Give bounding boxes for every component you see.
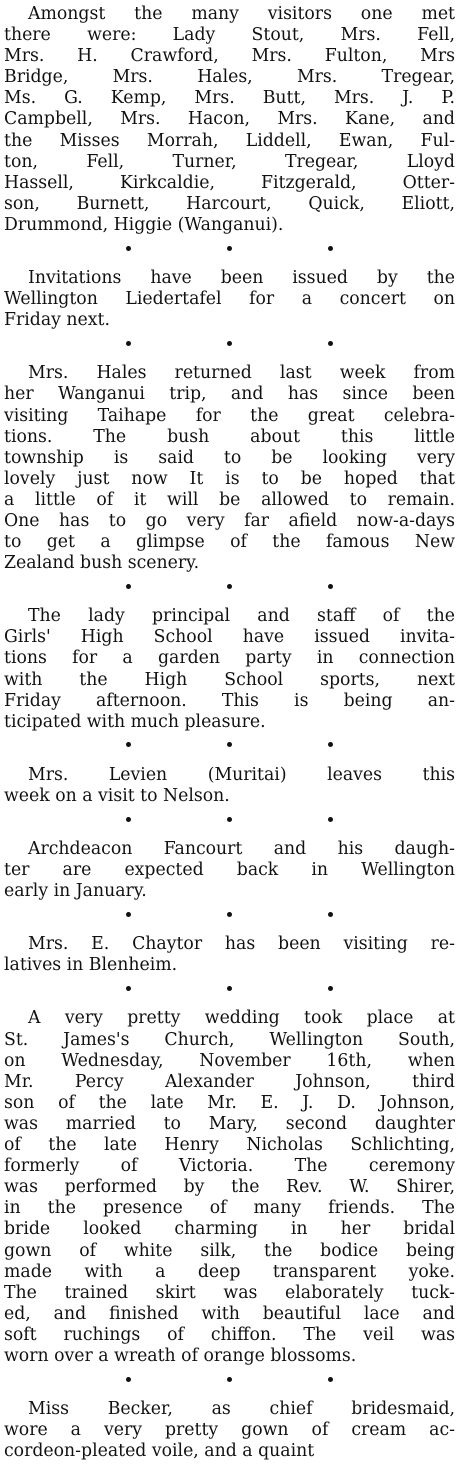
- asterisk-dot-icon: [227, 817, 232, 822]
- text-line: bride looked charming in her bridal: [4, 1219, 455, 1240]
- text-line: Mrs. Levien (Muritai) leaves this: [28, 764, 455, 785]
- text-line: in the presence of many friends. The: [4, 1198, 455, 1219]
- text-line: with the High School sports, next: [4, 669, 455, 690]
- text-line: ter are expected back in Wellington: [4, 860, 455, 881]
- text-line: there were: Lady Stout, Mrs. Fell,: [4, 25, 455, 46]
- section-divider: [4, 809, 455, 829]
- text-line: The lady principal and staff of the: [28, 606, 455, 627]
- text-line: of the late Henry Nicholas Schlichting,: [4, 1135, 455, 1156]
- text-line: formerly of Victoria. The ceremony: [4, 1156, 455, 1177]
- asterisk-dot-icon: [126, 584, 131, 589]
- text-line: Friday next.: [4, 310, 110, 331]
- text-line: tions for a garden party in connection: [4, 648, 455, 669]
- paragraph: [4, 363, 455, 574]
- asterisk-dot-icon: [126, 246, 131, 251]
- text-line: Hassell, Kirkcaldie, Fitzgerald, Otter-: [4, 172, 455, 193]
- asterisk-dot-icon: [227, 986, 232, 991]
- paragraph: [4, 765, 455, 807]
- paragraph: [4, 268, 455, 331]
- text-line: her Wanganui trip, and has since been: [4, 384, 455, 405]
- asterisk-dot-icon: [328, 246, 333, 251]
- section-divider: [4, 735, 455, 755]
- asterisk-dot-icon: [328, 1377, 333, 1382]
- text-line: A very pretty wedding took place at: [28, 1008, 455, 1029]
- text-line: ton, Fell, Turner, Tregear, Lloyd: [4, 151, 455, 172]
- paragraph: [4, 606, 455, 733]
- text-line: was performed by the Rev. W. Shirer,: [4, 1177, 455, 1198]
- text-line: Zealand bush scenery.: [4, 553, 200, 574]
- text-line: to get a glimpse of the famous New: [4, 532, 455, 553]
- asterisk-dot-icon: [227, 584, 232, 589]
- text-line: lovely just now It is to be hoped that: [4, 468, 455, 489]
- text-line: Mrs. H. Crawford, Mrs. Fulton, Mrs: [4, 46, 455, 67]
- asterisk-dot-icon: [227, 912, 232, 917]
- text-line: Amongst the many visitors one met: [28, 4, 455, 24]
- asterisk-dot-icon: [227, 341, 232, 346]
- text-line: tions. The bush about this little: [4, 426, 455, 447]
- asterisk-dot-icon: [328, 584, 333, 589]
- asterisk-dot-icon: [126, 1377, 131, 1382]
- text-line: ticipated with much pleasure.: [4, 711, 266, 732]
- asterisk-dot-icon: [328, 742, 333, 747]
- text-line: gown of white silk, the bodice being: [4, 1240, 455, 1261]
- asterisk-dot-icon: [328, 986, 333, 991]
- text-line: cordeon-pleated voile, and a quaint: [4, 1441, 315, 1462]
- text-line: early in January.: [4, 881, 147, 902]
- text-line: St. James's Church, Wellington South,: [4, 1029, 455, 1050]
- text-line: Bridge, Mrs. Hales, Mrs. Tregear,: [4, 67, 455, 88]
- text-line: Drummond, Higgie (Wanganui).: [4, 214, 284, 235]
- asterisk-dot-icon: [126, 912, 131, 917]
- text-line: visiting Taihape for the great celebra-: [4, 405, 455, 426]
- asterisk-dot-icon: [328, 817, 333, 822]
- asterisk-dot-icon: [126, 817, 131, 822]
- text-line: wore a very pretty gown of cream ac-: [4, 1420, 455, 1441]
- text-line: The trained skirt was elaborately tuck-: [4, 1282, 455, 1303]
- text-line: ed, and finished with beautiful lace and: [4, 1303, 455, 1324]
- text-line: a little of it will be allowed to remain.: [4, 489, 455, 510]
- text-line: the Misses Morrah, Liddell, Ewan, Ful-: [4, 130, 455, 151]
- paragraph: [4, 4, 455, 236]
- text-line: township is said to be looking very: [4, 447, 455, 468]
- section-divider: [4, 1369, 455, 1389]
- section-divider: [4, 978, 455, 998]
- text-line: on Wednesday, November 16th, when: [4, 1050, 455, 1071]
- asterisk-dot-icon: [227, 742, 232, 747]
- text-line: Friday afternoon. This is being an-: [4, 690, 455, 711]
- text-line: week on a visit to Nelson.: [4, 785, 230, 806]
- paragraph: [4, 839, 455, 902]
- asterisk-dot-icon: [328, 341, 333, 346]
- section-divider: [4, 904, 455, 924]
- text-line: Campbell, Mrs. Hacon, Mrs. Kane, and: [4, 109, 455, 130]
- section-divider: [4, 333, 455, 353]
- text-line: Archdeacon Fancourt and his daugh-: [28, 839, 455, 859]
- text-line: Girls' High School have issued invita-: [4, 627, 455, 648]
- asterisk-dot-icon: [126, 341, 131, 346]
- text-line: Miss Becker, as chief bridesmaid,: [28, 1399, 455, 1420]
- paragraph: [4, 934, 455, 976]
- text-line: Mr. Percy Alexander Johnson, third: [4, 1071, 455, 1092]
- text-line: One has to go very far afield now-a-days: [4, 510, 455, 531]
- text-line: Ms. G. Kemp, Mrs. Butt, Mrs. J. P.: [4, 88, 455, 109]
- section-divider: [4, 576, 455, 596]
- asterisk-dot-icon: [126, 742, 131, 747]
- text-line: Mrs. Hales returned last week from: [28, 363, 455, 384]
- text-line: Invitations have been issued by the: [28, 268, 455, 289]
- text-line: son of the late Mr. E. J. D. Johnson,: [4, 1092, 455, 1113]
- text-line: latives in Blenheim.: [4, 955, 178, 976]
- text-line: son, Burnett, Harcourt, Quick, Eliott,: [4, 193, 455, 214]
- text-line: worn over a wreath of orange blossoms.: [4, 1345, 357, 1366]
- asterisk-dot-icon: [126, 986, 131, 991]
- text-line: Mrs. E. Chaytor has been visiting re-: [28, 934, 455, 955]
- text-line: made with a deep transparent yoke.: [4, 1261, 455, 1282]
- asterisk-dot-icon: [328, 912, 333, 917]
- text-line: soft ruchings of chiffon. The veil was: [4, 1324, 455, 1345]
- paragraph: [4, 1008, 455, 1367]
- text-line: Wellington Liedertafel for a concert on: [4, 289, 455, 310]
- asterisk-dot-icon: [227, 246, 232, 251]
- text-line: was married to Mary, second daughter: [4, 1113, 455, 1134]
- section-divider: [4, 238, 455, 258]
- paragraph: [4, 1399, 455, 1462]
- asterisk-dot-icon: [227, 1377, 232, 1382]
